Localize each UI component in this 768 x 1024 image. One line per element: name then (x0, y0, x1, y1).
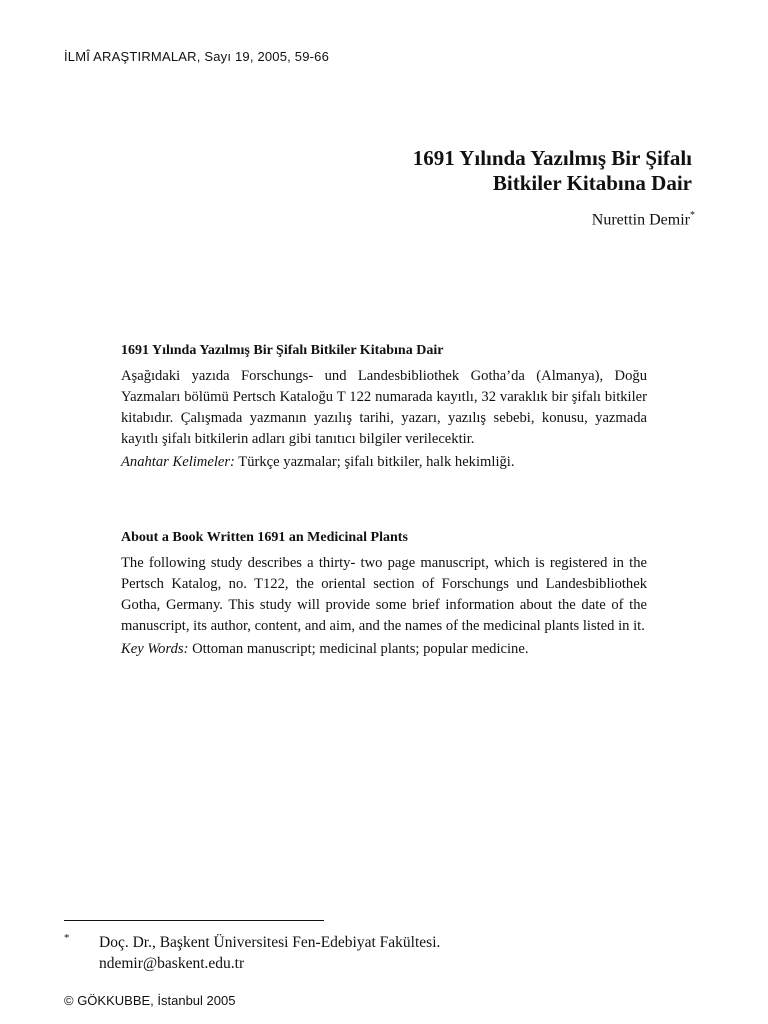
article-title-line-2: Bitkiler Kitabına Dair (492, 171, 692, 195)
abstract-english-keywords (121, 639, 647, 660)
footnote-affiliation: Doç. Dr., Başkent Üniversitesi Fen-Edebiyat Fakültesi. (99, 934, 441, 951)
keywords-label-english: Key Words: (121, 641, 189, 657)
footnote-email: ndemir@baskent.edu.tr (99, 955, 245, 972)
article-title-line-1: 1691 Yılında Yazılmış Bir Şifalı (412, 146, 692, 170)
abstract-turkish-heading: 1691 Yılında Yazılmış Bir Şifalı Bitkiler Kitabına Dair (121, 343, 444, 358)
abstract-turkish (121, 340, 647, 473)
journal-citation: İLMÎ ARAŞTIRMALAR, Sayı 19, 2005, 59-66 (64, 49, 330, 64)
abstract-turkish-body: Aşağıdaki yazıda Forschungs- und Landesbibliothek Gotha’da (Almanya), Doğu Yazmaları bölümü Pertsch Kataloğu T 122 numarada kayıtlı, 32 varaklık bir şifalı bitkiler kitabıdır. Çalışmada yazmanın yazılış tarihi, yazarı, yazılış sebebi, konusu, yazmada kayıtlı şifalı bitkilerin adları gibi tanıtıcı bilgiler verilecektir. (121, 368, 647, 447)
abstract-english (121, 527, 647, 660)
article-title (413, 146, 692, 196)
author-footnote (64, 932, 440, 974)
author-footnote-mark: * (690, 210, 695, 221)
footnote-mark: * (64, 932, 70, 944)
copyright-line: © GÖKKUBBE, İstanbul 2005 (64, 993, 236, 1008)
footnote-divider (64, 920, 324, 921)
author-name (592, 210, 695, 229)
keywords-english: Ottoman manuscript; medicinal plants; popular medicine. (192, 641, 529, 657)
keywords-label-turkish: Anahtar Kelimeler: (121, 454, 235, 470)
abstract-english-heading: About a Book Written 1691 an Medicinal Plants (121, 530, 408, 545)
keywords-turkish: Türkçe yazmalar; şifalı bitkiler, halk hekimliği. (238, 454, 515, 470)
abstract-turkish-keywords (121, 452, 647, 473)
abstract-english-body: The following study describes a thirty- two page manuscript, which is registered in the Pertsch Katalog, no. T122, the oriental section of Forschungs und Landesbibliothek Gotha, Germany. This study will provide some brief information about the date of the manuscript, its author, content, and aim, and the names of the medicinal plants listed in it. (121, 555, 647, 634)
author-name-text: Nurettin Demir (591, 211, 690, 229)
